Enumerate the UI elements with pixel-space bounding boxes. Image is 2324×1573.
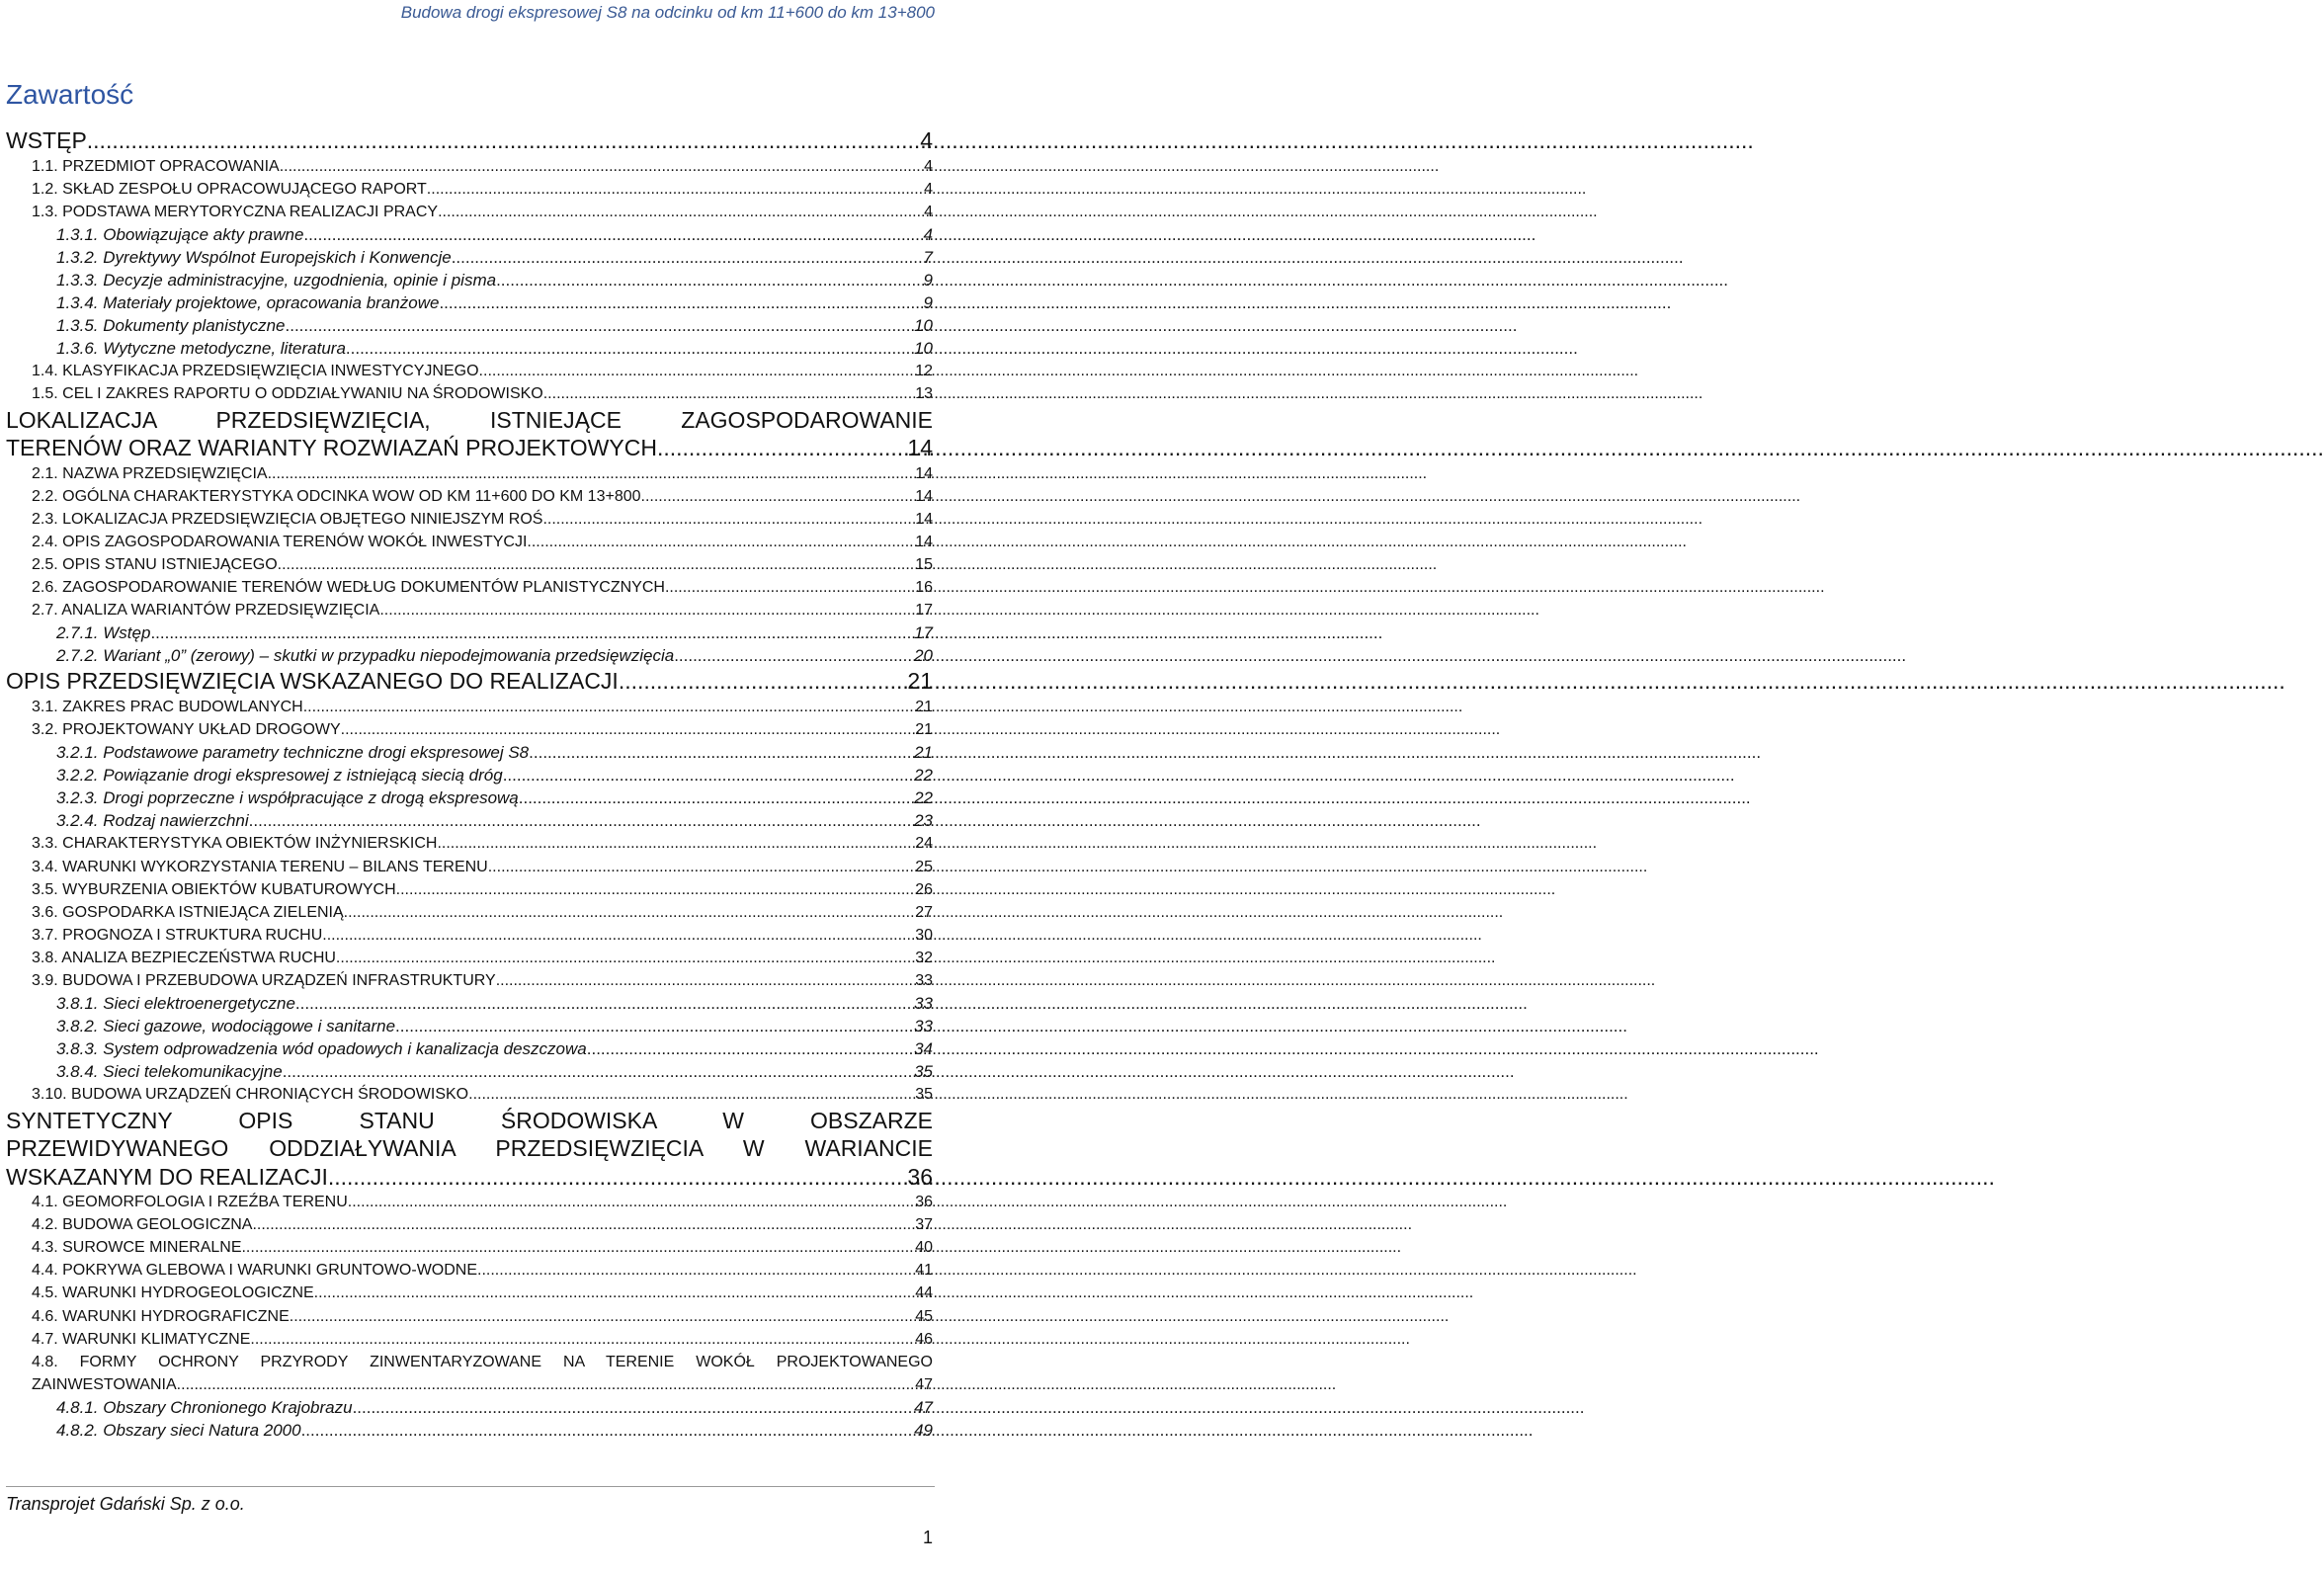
toc-entry-label: WSKAZANYM DO REALIZACJI (6, 1163, 328, 1190)
toc-entry[interactable] (0, 360, 949, 382)
toc-leader (477, 1259, 912, 1282)
toc-page-number: 12 (915, 363, 933, 380)
toc-leader (519, 786, 911, 809)
toc-title: Zawartość (6, 79, 134, 110)
toc-entry-label: 2.4. OPIS ZAGOSPODAROWANIA TERENÓW WOKÓŁ INWESTYCJI (32, 533, 528, 550)
toc-entry[interactable] (0, 576, 949, 599)
toc-page-number: 4 (923, 224, 933, 244)
toc-leader (488, 856, 912, 878)
toc-entry[interactable] (0, 1015, 949, 1037)
toc-page-number: 7 (923, 247, 933, 267)
toc-leader (241, 1236, 912, 1259)
toc-entry-label: 2.7.2. Wariant „0” (zerowy) – skutki w przypadku niepodejmowania przedsięwzięcia (56, 646, 675, 666)
toc-leader (353, 1396, 912, 1419)
toc-entry[interactable] (0, 667, 949, 696)
toc-page-number: 10 (914, 339, 933, 359)
toc-leader (322, 924, 912, 947)
toc-leader (479, 360, 913, 382)
toc-entry[interactable] (0, 126, 949, 155)
toc-leader (641, 485, 913, 508)
toc-page-number: 46 (915, 1330, 933, 1348)
footer-divider (6, 1486, 935, 1487)
toc-leader (268, 462, 913, 485)
toc-page-number: 49 (914, 1421, 933, 1440)
toc-entry[interactable] (0, 246, 949, 269)
toc-entry[interactable] (0, 223, 949, 246)
toc-entry[interactable] (0, 314, 949, 337)
toc-entry-label: 4.8.1. Obszary Chronionego Krajobrazu (56, 1397, 353, 1417)
toc-leader (341, 718, 913, 741)
toc-page-number: 37 (915, 1216, 933, 1234)
toc-leader (87, 126, 917, 155)
toc-entry-label: 1.3.3. Decyzje administracyjne, uzgodnienia, opinie i pisma (56, 270, 497, 290)
toc-entry[interactable] (0, 291, 949, 314)
toc-entry[interactable] (0, 1107, 949, 1135)
toc-entry[interactable] (0, 1060, 949, 1083)
toc-leader (468, 1083, 912, 1106)
toc-entry-label: 1.1. PRZEDMIOT OPRACOWANIA (32, 157, 280, 175)
toc-page-number: 22 (914, 788, 933, 808)
toc-leader (328, 1163, 905, 1192)
toc-page-number: 41 (915, 1262, 933, 1280)
toc-entry-label: 3.8. ANALIZA BEZPIECZEŃSTWA RUCHU (32, 949, 336, 966)
toc-entry[interactable] (0, 553, 949, 576)
toc-page-number: 14 (915, 487, 933, 505)
toc-entry-label: 4.8.2. Obszary sieci Natura 2000 (56, 1421, 301, 1440)
toc-entry-label: 4.6. WARUNKI HYDROGRAFICZNE (32, 1307, 290, 1325)
toc-page-number: 9 (923, 293, 933, 313)
toc-leader (314, 1282, 913, 1304)
toc-leader (290, 1305, 912, 1328)
toc-page-number: 45 (915, 1307, 933, 1325)
toc-page-number: 4 (924, 203, 933, 220)
toc-leader (303, 223, 920, 246)
toc-entry[interactable] (0, 508, 949, 531)
toc-entry-label: 1.3.6. Wytyczne metodyczne, literatura (56, 339, 346, 359)
toc-page-number: 33 (914, 1017, 933, 1036)
toc-entry-label: 1.3.1. Obowiązujące akty prawne (56, 224, 304, 244)
toc-entry-label: 4.1. GEOMORFOLOGIA I RZEŹBA TERENU (32, 1194, 348, 1211)
toc-page-number: 13 (915, 385, 933, 403)
toc-leader (503, 764, 911, 786)
toc-entry[interactable] (0, 1083, 949, 1106)
toc-page-number: 47 (915, 1375, 933, 1393)
toc-leader (344, 901, 913, 924)
toc-page-number: 27 (915, 903, 933, 921)
toc-entry-label: 2.6. ZAGOSPODAROWANIE TERENÓW WEDŁUG DOKUMENTÓW PLANISTYCZNYCH (32, 579, 665, 596)
toc-entry-label: PRZEWIDYWANEGO ODDZIAŁYWANIA PRZEDSIĘWZIĘCIA W WARIANCIE (6, 1135, 933, 1162)
toc-page-number: 32 (915, 949, 933, 966)
toc-entry[interactable] (0, 992, 949, 1015)
toc-leader (150, 621, 911, 644)
toc-entry[interactable] (0, 201, 949, 223)
toc-entry[interactable] (0, 621, 949, 644)
toc-page-number: 26 (915, 880, 933, 898)
toc-page-number: 30 (915, 926, 933, 944)
toc-leader (278, 553, 913, 576)
toc-leader (249, 809, 911, 832)
toc-entry[interactable] (0, 696, 949, 718)
toc-leader (303, 696, 912, 718)
toc-leader (674, 644, 911, 667)
toc-entry-label: 1.4. KLASYFIKACJA PRZEDSIĘWZIĘCIA INWESTYCYJNEGO (32, 363, 479, 380)
toc-entry[interactable] (0, 382, 949, 405)
toc-page-number: 4 (924, 157, 933, 175)
toc-leader (529, 741, 911, 764)
toc-page-number: 14 (915, 464, 933, 482)
toc-entry[interactable] (0, 644, 949, 667)
toc-entry[interactable] (0, 1259, 949, 1282)
toc-entry[interactable] (0, 878, 949, 901)
toc-leader (542, 508, 912, 531)
toc-leader (346, 337, 911, 360)
toc-leader (286, 314, 912, 337)
toc-leader (527, 531, 912, 553)
toc-page-number: 16 (915, 579, 933, 596)
toc-page-number: 9 (923, 270, 933, 290)
toc-leader (587, 1037, 911, 1060)
toc-entry-label: 1.2. SKŁAD ZESPOŁU OPRACOWUJĄCEGO RAPORT (32, 180, 427, 198)
toc-entry[interactable] (0, 1419, 949, 1442)
toc-entry-label: 2.1. NAZWA PRZEDSIĘWZIĘCIA (32, 464, 268, 482)
toc-entry-label: WSTĘP (6, 127, 87, 153)
toc-entry-label: 2.5. OPIS STANU ISTNIEJĄCEGO (32, 555, 278, 573)
toc-entry-label: 3.5. WYBURZENIA OBIEKTÓW KUBATUROWYCH (32, 880, 396, 898)
toc-page-number: 36 (907, 1163, 933, 1190)
toc-page-number: 17 (915, 602, 933, 620)
toc-leader (437, 832, 912, 855)
toc-entry[interactable] (0, 337, 949, 360)
toc-entry[interactable] (0, 269, 949, 291)
toc-entry-label: 3.8.3. System odprowadzenia wód opadowych i kanalizacja deszczowa (56, 1039, 587, 1059)
toc-entry-label: 3.2.1. Podstawowe parametry techniczne drogi ekspresowej S8 (56, 743, 530, 763)
toc-entry-label: 4.4. POKRYWA GLEBOWA I WARUNKI GRUNTOWO-WODNE (32, 1262, 478, 1280)
toc-entry-label: 4.2. BUDOWA GEOLOGICZNA (32, 1216, 253, 1234)
toc-page-number: 14 (915, 510, 933, 528)
toc-leader (283, 1060, 911, 1083)
toc-leader (543, 382, 912, 405)
toc-page-number: 25 (915, 858, 933, 875)
toc-entry[interactable] (0, 1037, 949, 1060)
toc-entry-label: 3.1. ZAKRES PRAC BUDOWLANYCH (32, 698, 303, 715)
toc-leader (295, 992, 911, 1015)
toc-leader (438, 201, 921, 223)
toc-entry[interactable] (0, 485, 949, 508)
toc-leader (301, 1419, 912, 1442)
toc-entry[interactable] (0, 924, 949, 947)
toc-entry[interactable] (0, 1213, 949, 1236)
toc-leader (395, 1015, 911, 1037)
toc-entry-label: 3.2.2. Powiązanie drogi ekspresowej z istniejącą siecią dróg (56, 766, 503, 786)
toc-entry[interactable] (0, 1328, 949, 1351)
toc-leader (657, 434, 904, 462)
toc-entry-label: 3.10. BUDOWA URZĄDZEŃ CHRONIĄCYCH ŚRODOWISKO (32, 1086, 469, 1104)
toc-page-number: 33 (914, 994, 933, 1014)
toc-entry[interactable] (0, 599, 949, 621)
toc-page-number: 21 (914, 743, 933, 763)
toc-page-number: 4 (924, 180, 933, 198)
toc-entry[interactable] (0, 969, 949, 992)
toc-entry-label: 2.7. ANALIZA WARIANTÓW PRZEDSIĘWZIĘCIA (32, 602, 380, 620)
toc-entry[interactable] (0, 741, 949, 764)
running-header: Budowa drogi ekspresowej S8 na odcinku od km 11+600 do km 13+800 (400, 3, 935, 22)
toc-entry-label: 1.5. CEL I ZAKRES RAPORTU O ODDZIAŁYWANIU NA ŚRODOWISKO (32, 385, 543, 403)
toc-leader (427, 178, 921, 201)
toc-page-number: 36 (915, 1194, 933, 1211)
toc-entry-label: 4.7. WARUNKI KLIMATYCZNE (32, 1330, 251, 1348)
toc-page-number: 20 (914, 646, 933, 666)
toc-entry-label: 3.3. CHARAKTERYSTYKA OBIEKTÓW INŻYNIERSKICH (32, 835, 438, 853)
toc-entry[interactable] (0, 901, 949, 924)
toc-entry[interactable] (0, 1282, 949, 1304)
toc-entry[interactable] (0, 178, 949, 201)
toc-entry[interactable] (0, 809, 949, 832)
toc-entry-label: 3.8.4. Sieci telekomunikacyjne (56, 1062, 283, 1082)
toc-leader (439, 291, 920, 314)
toc-page-number: 14 (907, 435, 933, 461)
toc-entry[interactable] (0, 1134, 949, 1163)
toc-page-number: 10 (914, 316, 933, 336)
toc-entry[interactable] (0, 434, 949, 462)
toc-entry-label: 1.3.2. Dyrektywy Wspólnot Europejskich i Konwencje (56, 247, 452, 267)
toc-entry-label: 2.2. OGÓLNA CHARAKTERYSTYKA ODCINKA WOW OD KM 11+600 DO KM 13+800 (32, 487, 641, 505)
toc-entry[interactable] (0, 764, 949, 786)
toc-page-number: 21 (907, 668, 933, 695)
toc-page-number: 21 (915, 720, 933, 738)
toc-page-number: 33 (915, 972, 933, 989)
toc-page-number: 44 (915, 1284, 933, 1302)
page-number: 1 (922, 1528, 933, 1547)
toc-entry-label: 3.4. WARUNKI WYKORZYSTANIA TERENU – BILANS TERENU (32, 858, 488, 875)
toc-leader (452, 246, 921, 269)
toc-page-number: 14 (915, 533, 933, 550)
toc-leader (177, 1373, 913, 1396)
toc-entry-label: 3.8.2. Sieci gazowe, wodociągowe i sanitarne (56, 1017, 396, 1036)
toc-entry-label: 3.2.3. Drogi poprzeczne i współpracujące z drogą ekspresową (56, 788, 519, 808)
toc-entry-label: OPIS PRZEDSIĘWZIĘCIA WSKAZANEGO DO REALIZACJI (6, 668, 619, 695)
toc-entry[interactable] (0, 832, 949, 855)
toc-leader (396, 878, 913, 901)
toc-entry[interactable] (0, 947, 949, 969)
toc-entry[interactable] (0, 1305, 949, 1328)
toc-leader (619, 667, 905, 696)
toc-leader (336, 947, 912, 969)
toc-leader (252, 1213, 912, 1236)
toc-entry-label: 3.8.1. Sieci elektroenergetyczne (56, 994, 295, 1014)
toc-leader (379, 599, 912, 621)
toc-page-number: 23 (914, 811, 933, 831)
toc-entry-label: 3.9. BUDOWA I PRZEBUDOWA URZĄDZEŃ INFRASTRUKTURY (32, 972, 496, 989)
toc-entry[interactable] (0, 1396, 949, 1419)
toc-page-number: 40 (915, 1239, 933, 1257)
toc-entry-label: 1.3.5. Dokumenty planistyczne (56, 316, 286, 336)
toc-entry-label: 3.6. GOSPODARKA ISTNIEJĄCA ZIELENIĄ (32, 903, 344, 921)
toc-entry-label: 3.2.4. Rodzaj nawierzchni (56, 811, 249, 831)
toc-page-number: 17 (914, 623, 933, 643)
toc-entry[interactable] (0, 1191, 949, 1213)
toc-entry-label: 4.8. FORMY OCHRONY PRZYRODY ZINWENTARYZOWANE NA TERENIE WOKÓŁ PROJEKTOWANEGO (32, 1353, 933, 1370)
toc-entry-label: 3.7. PROGNOZA I STRUKTURA RUCHU (32, 926, 323, 944)
toc-leader (496, 969, 913, 992)
toc-page-number: 47 (914, 1397, 933, 1417)
toc-entry[interactable] (0, 1163, 949, 1192)
toc-page-number: 21 (915, 698, 933, 715)
toc-page-number: 35 (914, 1062, 933, 1082)
toc-entry[interactable] (0, 155, 949, 178)
toc-entry-label: 1.3.4. Materiały projektowe, opracowania branżowe (56, 293, 440, 313)
toc-entry-label: 3.2. PROJEKTOWANY UKŁAD DROGOWY (32, 720, 341, 738)
toc-page-number: 22 (914, 766, 933, 786)
toc-entry[interactable] (0, 406, 949, 435)
toc-entry-label: TERENÓW ORAZ WARIANTY ROZWIAZAŃ PROJEKTOWYCH (6, 435, 657, 461)
toc-leader (496, 269, 920, 291)
toc-leader (250, 1328, 912, 1351)
table-of-contents (0, 126, 949, 1442)
toc-entry-label: 1.3. PODSTAWA MERYTORYCZNA REALIZACJI PRACY (32, 203, 439, 220)
toc-entry-label: ZAINWESTOWANIA (32, 1375, 177, 1393)
toc-entry-label: 4.3. SUROWCE MINERALNE (32, 1239, 242, 1257)
toc-leader (348, 1191, 912, 1213)
footer-company: Transprojet Gdański Sp. z o.o. (6, 1494, 245, 1514)
toc-entry[interactable] (0, 462, 949, 485)
toc-entry[interactable] (0, 856, 949, 878)
toc-entry[interactable] (0, 1351, 949, 1373)
toc-entry[interactable] (0, 786, 949, 809)
toc-entry[interactable] (0, 531, 949, 553)
toc-entry-label: 2.7.1. Wstęp (56, 623, 151, 643)
toc-entry[interactable] (0, 1236, 949, 1259)
toc-page-number: 15 (915, 555, 933, 573)
toc-page-number: 34 (914, 1039, 933, 1059)
toc-entry-label: 4.5. WARUNKI HYDROGEOLOGICZNE (32, 1284, 314, 1302)
toc-page-number: 35 (915, 1086, 933, 1104)
toc-leader (280, 155, 921, 178)
toc-leader (665, 576, 912, 599)
toc-entry-label: 2.3. LOKALIZACJA PRZEDSIĘWZIĘCIA OBJĘTEGO NINIEJSZYM ROŚ (32, 510, 543, 528)
toc-entry-label: LOKALIZACJA PRZEDSIĘWZIĘCIA, ISTNIEJĄCE ZAGOSPODAROWANIE (6, 406, 933, 433)
toc-page-number: 4 (920, 127, 933, 153)
toc-entry-label: SYNTETYCZNY OPIS STANU ŚRODOWISKA W OBSZARZE (6, 1107, 933, 1133)
toc-page-number: 24 (915, 835, 933, 853)
toc-entry[interactable] (0, 718, 949, 741)
toc-entry[interactable] (0, 1373, 949, 1396)
